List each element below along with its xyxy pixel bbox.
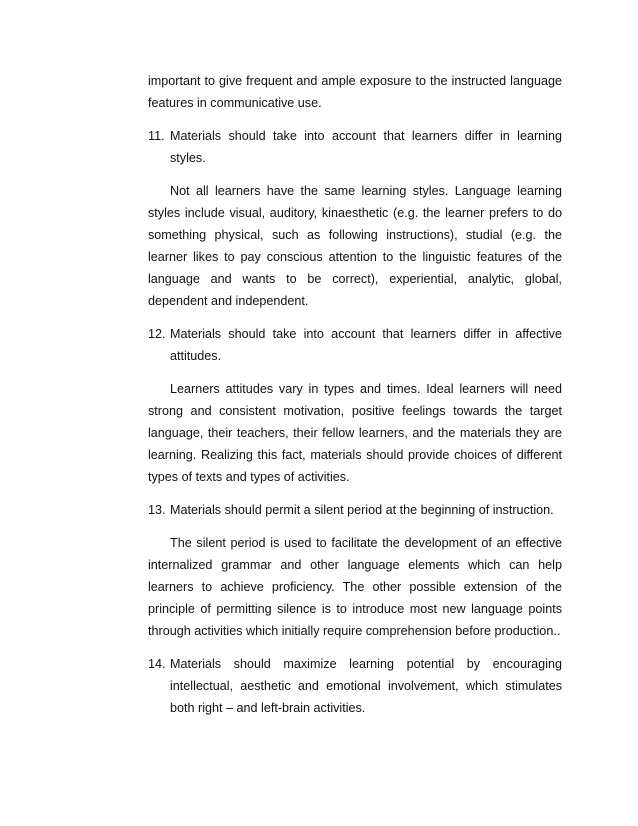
spacer [148,521,562,532]
paragraph-learning-styles: Not all learners have the same learning styles. Language learning styles include visual, auditory, kinaesthetic (e.g. the learner prefers to do something physical, such as following instructions), studial (e.g. the learner likes to pay conscious attention to the linguistic features of the language and wants to be correct), experiential, analytic, global, dependent and independent. [148,184,562,308]
list-item-text: Materials should permit a silent period at the beginning of instruction. [170,503,554,517]
spacer [148,642,562,653]
document-body [148,70,562,719]
list-item-12 [148,323,562,367]
spacer [148,488,562,499]
list-item-13 [148,499,562,521]
list-item-14 [148,653,562,719]
list-item-text: Materials should take into account that learners differ in affective attitudes. [170,327,562,363]
list-item-text: Materials should take into account that learners differ in learning styles. [170,129,562,165]
list-item-number: 11. [148,129,165,143]
list-item-11 [148,125,562,169]
list-item-number: 14. [148,657,166,671]
list-item-text: Materials should maximize learning potential by encouraging intellectual, aesthetic and emotional involvement, which stimulates both right – and left-brain activities. [170,657,562,715]
list-item-number: 12. [148,327,166,341]
paragraph-continuation: important to give frequent and ample exposure to the instructed language features in communicative use. [148,74,562,110]
spacer [148,367,562,378]
list-item-number: 13. [148,503,166,517]
paragraph-affective-attitudes: Learners attitudes vary in types and times. Ideal learners will need strong and consistent motivation, positive feelings towards the target language, their teachers, their fellow learners, and the materials they are learning. Realizing this fact, materials should provide choices of different types of texts and types of activities. [148,382,562,484]
spacer [148,169,562,180]
paragraph-silent-period: The silent period is used to facilitate the development of an effective internalized grammar and other language elements which can help learners to achieve proficiency. The other possible extension of the principle of permitting silence is to introduce most new language points through activities which initially require comprehension before production.. [148,536,562,638]
spacer [148,312,562,323]
spacer [148,114,562,125]
